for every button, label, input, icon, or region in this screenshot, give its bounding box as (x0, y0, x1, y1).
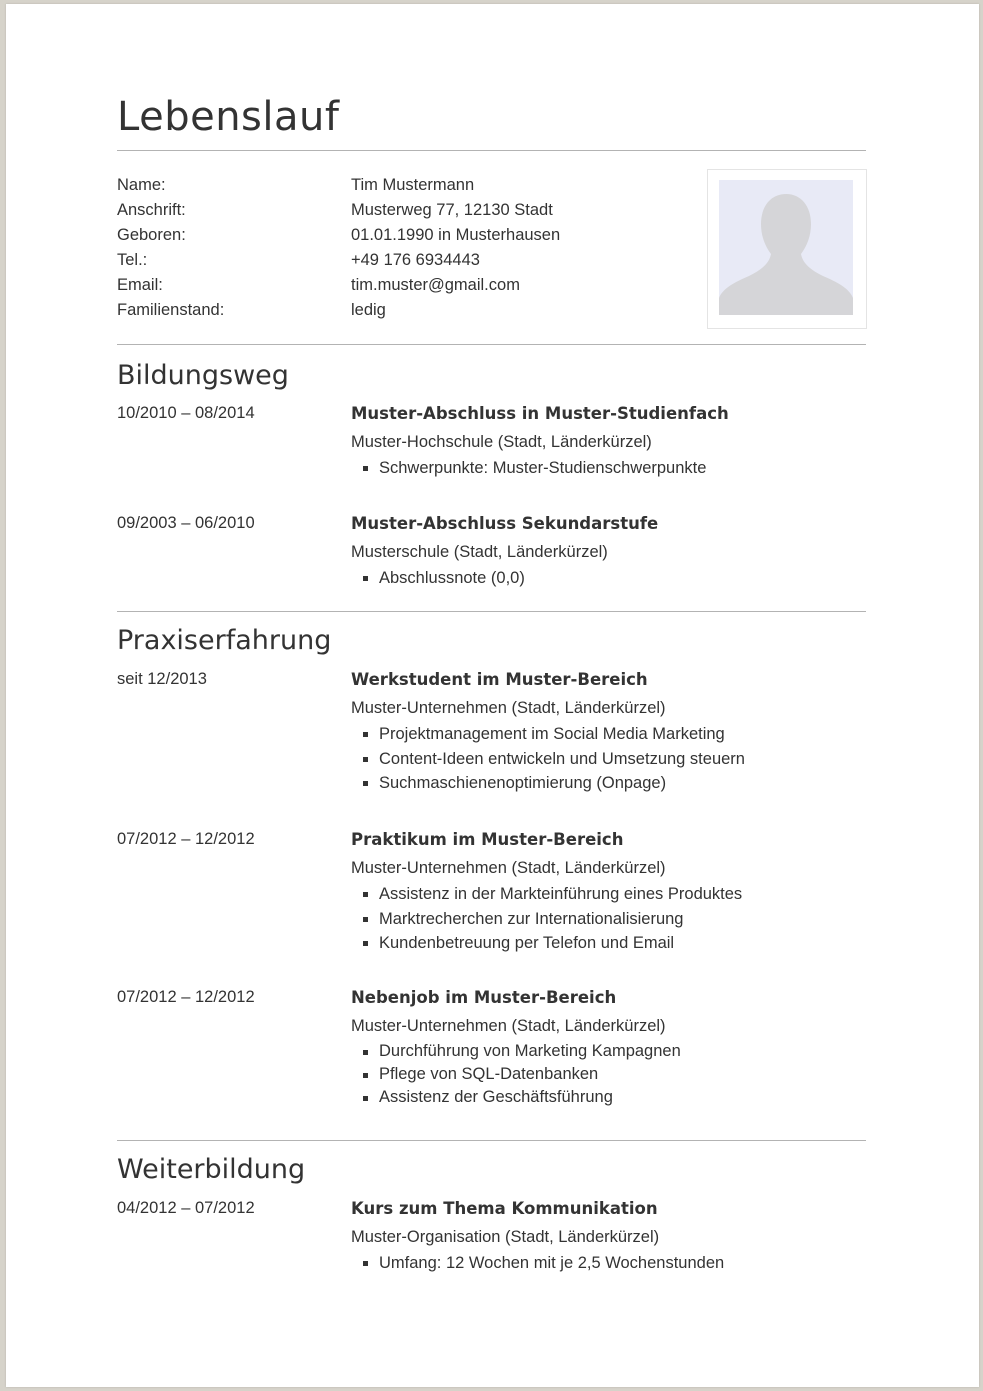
info-label: Email: (117, 276, 163, 294)
info-value: 01.01.1990 in Musterhausen (351, 226, 561, 244)
entry-detail (351, 514, 866, 591)
info-label: Familienstand: (117, 301, 225, 319)
bullet-item: Suchmaschienenoptimierung (Onpage) (351, 771, 866, 796)
bullet-item: Kundenbetreuung per Telefon und Email (351, 931, 866, 956)
entry-title: Muster-Abschluss Sekundarstufe (351, 514, 659, 533)
bullet-item: Projektmanagement im Social Media Marketing (351, 722, 866, 747)
entry-date: 09/2003 – 06/2010 (117, 514, 255, 532)
bullet-item: Content-Ideen entwickeln und Umsetzung steuern (351, 747, 866, 772)
person-silhouette-icon (719, 180, 853, 315)
entry-bullets (351, 1251, 866, 1276)
section-heading-praxis: Praxiserfahrung (117, 625, 332, 656)
entry-detail (351, 830, 866, 956)
entry-date: 07/2012 – 12/2012 (117, 988, 255, 1006)
bullet-item: Schwerpunkte: Muster-Studienschwerpunkte (351, 456, 866, 481)
entry-institution: Muster-Organisation (Stadt, Länderkürzel) (351, 1228, 660, 1246)
entry-bullets (351, 1040, 866, 1109)
entry-date: 04/2012 – 07/2012 (117, 1199, 255, 1217)
section-heading-bildung: Bildungsweg (117, 360, 289, 391)
info-label: Geboren: (117, 226, 186, 244)
page-title: Lebenslauf (117, 94, 340, 140)
divider (117, 611, 866, 612)
bullet-item: Marktrecherchen zur Internationalisierung (351, 907, 866, 932)
entry-bullets (351, 456, 866, 481)
info-label: Tel.: (117, 251, 148, 269)
entry-date: 10/2010 – 08/2014 (117, 404, 255, 422)
avatar-placeholder (719, 180, 853, 315)
divider (117, 150, 866, 151)
info-value: +49 176 6934443 (351, 251, 480, 269)
bullet-item: Abschlussnote (0,0) (351, 566, 866, 591)
cv-page (6, 4, 979, 1387)
bullet-item: Assistenz der Geschäftsführung (351, 1086, 866, 1109)
bullet-item: Umfang: 12 Wochen mit je 2,5 Wochenstunden (351, 1251, 866, 1276)
entry-detail (351, 1199, 866, 1276)
entry-date: 07/2012 – 12/2012 (117, 830, 255, 848)
entry-bullets (351, 882, 866, 956)
entry-title: Kurs zum Thema Kommunikation (351, 1199, 658, 1218)
entry-institution: Muster-Hochschule (Stadt, Länderkürzel) (351, 433, 652, 451)
entry-detail (351, 404, 866, 481)
entry-institution: Muster-Unternehmen (Stadt, Länderkürzel) (351, 699, 666, 717)
bullet-item: Assistenz in der Markteinführung eines Produktes (351, 882, 866, 907)
info-label: Name: (117, 176, 166, 194)
info-value: ledig (351, 301, 386, 319)
info-value: Musterweg 77, 12130 Stadt (351, 201, 553, 219)
entry-detail (351, 670, 866, 796)
info-label: Anschrift: (117, 201, 186, 219)
entry-institution: Muster-Unternehmen (Stadt, Länderkürzel) (351, 1017, 666, 1035)
entry-bullets (351, 566, 866, 591)
info-value: Tim Mustermann (351, 176, 475, 194)
divider (117, 344, 866, 345)
entry-date: seit 12/2013 (117, 670, 207, 688)
entry-title: Muster-Abschluss in Muster-Studienfach (351, 404, 729, 423)
entry-detail (351, 988, 866, 1109)
bullet-item: Durchführung von Marketing Kampagnen (351, 1040, 866, 1063)
entry-title: Werkstudent im Muster-Bereich (351, 670, 648, 689)
info-value: tim.muster@gmail.com (351, 276, 520, 294)
entry-title: Nebenjob im Muster-Bereich (351, 988, 617, 1007)
entry-title: Praktikum im Muster-Bereich (351, 830, 624, 849)
profile-photo (707, 169, 867, 329)
divider (117, 1140, 866, 1141)
entry-bullets (351, 722, 866, 796)
entry-institution: Musterschule (Stadt, Länderkürzel) (351, 543, 608, 561)
entry-institution: Muster-Unternehmen (Stadt, Länderkürzel) (351, 859, 666, 877)
section-heading-weiter: Weiterbildung (117, 1154, 306, 1185)
bullet-item: Pflege von SQL-Datenbanken (351, 1063, 866, 1086)
